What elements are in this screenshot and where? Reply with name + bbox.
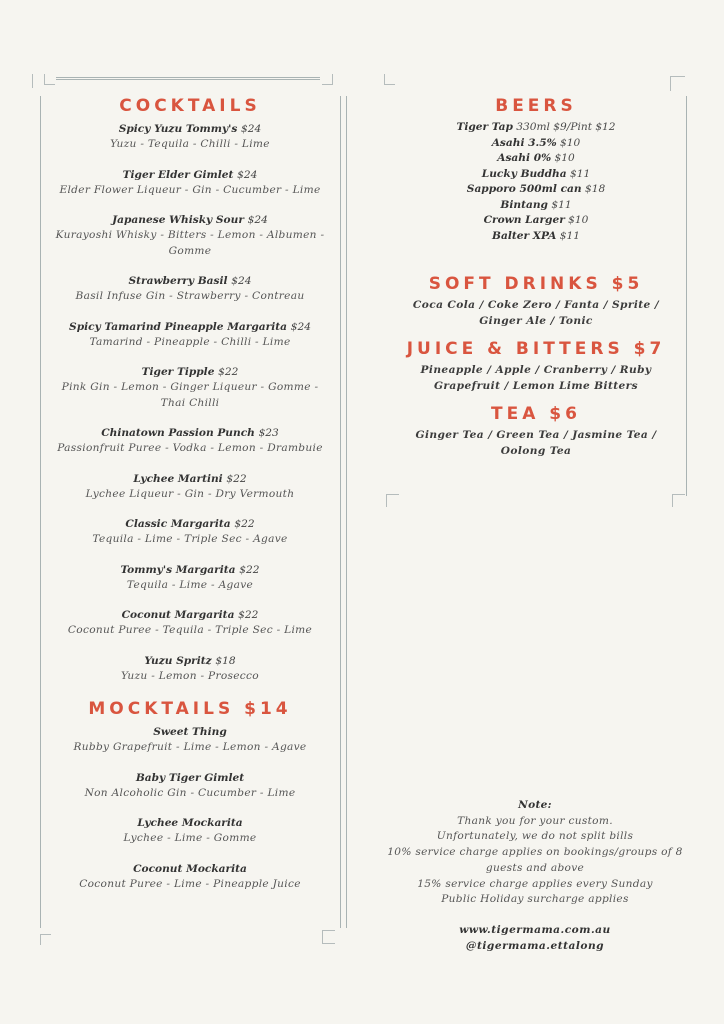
item-name-text: Lychee Martini	[133, 472, 223, 485]
contact-block	[380, 922, 690, 954]
menu-item-name	[52, 426, 328, 441]
item-name-text: Tommy's Margarita	[120, 563, 236, 576]
note-title: Note:	[518, 799, 552, 811]
menu-item	[52, 771, 328, 802]
menu-item	[52, 563, 328, 594]
menu-item-name	[52, 725, 328, 740]
soft-drinks-line: Coca Cola / Coke Zero / Fanta / Sprite /	[412, 299, 660, 311]
beer-name: Asahi 0%	[497, 152, 552, 164]
beer-name: Tiger Tap	[456, 121, 513, 133]
tea-line: Oolong Tea	[500, 444, 572, 457]
beer-item	[388, 167, 684, 183]
menu-item-price: $24	[231, 275, 252, 287]
menu-item	[52, 274, 328, 305]
beer-name: Sapporo 500ml can	[466, 183, 582, 195]
item-name-text: Baby Tiger Gimlet	[135, 771, 245, 784]
menu-item-description: Pink Gin - Lemon - Ginger Liqueur - Gomme - Thai Chilli	[61, 381, 319, 409]
beer-name: Bintang	[500, 198, 548, 211]
menu-item	[52, 862, 328, 893]
beer-price: $10	[568, 214, 589, 226]
note-line: Public Holiday surcharge applies	[441, 893, 629, 906]
menu-item-description: Basil Infuse Gin - Strawberry - Contreau	[75, 290, 305, 302]
menu-item-description: Tamarind - Pineapple - Chilli - Lime	[89, 335, 291, 348]
beer-price: 330ml $9/Pint $12	[516, 121, 616, 133]
item-name-text: Yuzu Spritz	[144, 654, 212, 667]
juice-line: Grapefruit / Lemon Lime Bitters	[433, 379, 639, 392]
menu-item-price: $22	[234, 518, 255, 530]
beer-name: Balter XPA	[492, 229, 557, 242]
frame-mid-line-b	[346, 96, 347, 928]
menu-item-description: Coconut Puree - Tequila - Triple Sec - Lime	[67, 624, 313, 636]
menu-item-name	[52, 563, 328, 578]
beer-price: $10	[560, 136, 581, 149]
cocktails-title: COCKTAILS	[119, 96, 261, 116]
menu-item-price: $23	[258, 427, 279, 439]
menu-item-description: Kurayoshi Whisky - Bitters - Lemon - Albumen - Gomme	[55, 229, 325, 257]
menu-item-description: Coconut Puree - Lime - Pineapple Juice	[79, 877, 301, 890]
corner-ornament-bm	[322, 930, 335, 944]
corner-ornament-mr	[386, 494, 399, 507]
menu-item	[52, 365, 328, 411]
item-name-text: Lychee Mockarita	[137, 817, 243, 829]
menu-item-description: Non Alcoholic Gin - Cucumber - Lime	[84, 786, 296, 799]
beer-price: $11	[551, 198, 572, 211]
menu-item-description: Passionfruit Puree - Vodka - Lemon - Drambuie	[57, 442, 323, 454]
menu-item-price: $22	[218, 366, 239, 378]
item-name-text: Chinatown Passion Punch	[101, 427, 255, 439]
beer-name: Lucky Buddha	[481, 167, 567, 180]
item-name-text: Sweet Thing	[153, 726, 227, 738]
beer-item	[388, 120, 684, 136]
frame-right-line	[686, 96, 687, 496]
menu-item-description: Rubby Grapefruit - Lime - Lemon - Agave	[73, 741, 307, 753]
item-name-text: Tiger Elder Gimlet	[122, 168, 234, 181]
menu-item-price: $18	[215, 654, 236, 667]
menu-item	[52, 122, 328, 153]
beer-item	[388, 229, 684, 245]
frame-mid-line-a	[340, 96, 341, 928]
beer-item	[388, 182, 684, 198]
cocktail-list	[52, 122, 328, 684]
menu-item-description: Lychee Liqueur - Gin - Dry Vermouth	[85, 487, 295, 500]
menu-item-price: $22	[238, 609, 259, 621]
menu-item	[52, 816, 328, 847]
item-name-text: Japanese Whisky Sour	[112, 214, 244, 226]
juice-line: Pineapple / Apple / Cranberry / Ruby	[420, 364, 652, 376]
beer-name: Crown Larger	[483, 214, 565, 226]
menu-item-name	[52, 365, 328, 380]
frame-left-line	[40, 96, 41, 928]
menu-item	[52, 654, 328, 685]
soft-drinks-title: SOFT DRINKS $5	[428, 274, 644, 294]
menu-item-description: Elder Flower Liqueur - Gin - Cucumber - Lime	[59, 183, 321, 196]
menu-item-name	[52, 816, 328, 831]
tea-title: TEA $6	[491, 404, 581, 424]
menu-item-name	[52, 472, 328, 487]
beer-price: $11	[569, 167, 591, 180]
menu-item-price: $24	[290, 320, 311, 333]
menu-item-price: $22	[239, 563, 260, 576]
frame-top-line-b	[56, 79, 320, 80]
menu-item	[52, 725, 328, 756]
beer-price: $10	[554, 152, 575, 164]
mocktail-list	[52, 725, 328, 892]
beer-price: $18	[584, 183, 606, 195]
menu-item	[52, 168, 328, 199]
menu-item-name	[52, 213, 328, 228]
menu-item-description: Lychee - Lime - Gomme	[123, 832, 257, 844]
note-line: Unfortunately, we do not split bills	[436, 830, 634, 843]
item-name-text: Tiger Tipple	[141, 366, 215, 378]
item-name-text: Coconut Margarita	[121, 609, 235, 621]
menu-item	[52, 213, 328, 259]
corner-ornament-mr2	[672, 494, 685, 507]
item-name-text: Coconut Mockarita	[133, 862, 247, 875]
beer-price: $11	[559, 229, 580, 242]
menu-item-description: Tequila - Lime - Agave	[126, 578, 254, 591]
corner-ornament-tm2	[384, 74, 395, 85]
menu-item-description: Yuzu - Tequila - Chilli - Lime	[110, 138, 270, 150]
mocktails-title: MOCKTAILS $14	[88, 699, 292, 719]
item-name-text: Strawberry Basil	[128, 275, 228, 287]
beer-item	[388, 198, 684, 214]
menu-item	[52, 426, 328, 457]
soft-drinks-line: Ginger Ale / Tonic	[479, 314, 593, 327]
corner-ornament-tm	[322, 74, 333, 85]
note-line: Thank you for your custom.	[457, 814, 613, 827]
menu-item-price: $24	[247, 214, 268, 226]
corner-ornament-tl2	[44, 74, 55, 85]
menu-item	[52, 320, 328, 351]
menu-item-price: $22	[226, 472, 247, 485]
corner-ornament-tr	[670, 76, 685, 91]
left-column	[52, 96, 328, 907]
menu-item-name	[52, 654, 328, 669]
item-name-text: Spicy Yuzu Tommy's	[118, 123, 238, 135]
menu-item	[52, 472, 328, 503]
beer-list	[388, 120, 684, 244]
note-line: guests and above	[485, 861, 585, 874]
tea-line: Ginger Tea / Green Tea / Jasmine Tea /	[415, 429, 657, 441]
beer-name: Asahi 3.5%	[491, 136, 557, 149]
menu-item-name	[52, 771, 328, 786]
menu-item-name	[52, 862, 328, 877]
frame-top-line	[56, 77, 320, 78]
corner-ornament-tl	[32, 74, 43, 88]
menu-item-name	[52, 320, 328, 335]
right-column	[388, 96, 684, 459]
menu-item-name	[52, 168, 328, 183]
social-handle[interactable]: @tigermama.ettalong	[465, 940, 605, 952]
note-block	[380, 798, 690, 908]
menu-item	[52, 517, 328, 548]
note-line: 10% service charge applies on bookings/groups of 8	[387, 846, 683, 859]
menu-item-price: $24	[241, 123, 262, 135]
menu-item	[52, 608, 328, 639]
corner-ornament-bl	[40, 934, 51, 945]
menu-item-price: $24	[237, 168, 258, 181]
menu-item-name	[52, 608, 328, 623]
menu-item-name	[52, 517, 328, 532]
menu-item-description: Tequila - Lime - Triple Sec - Agave	[92, 533, 288, 545]
beer-item	[388, 151, 684, 167]
item-name-text: Spicy Tamarind Pineapple Margarita	[69, 320, 288, 333]
menu-item-name	[52, 274, 328, 289]
beer-item	[388, 213, 684, 229]
website-link[interactable]: www.tigermama.com.au	[459, 924, 611, 936]
beer-item	[388, 136, 684, 152]
note-line: 15% service charge applies every Sunday	[417, 877, 653, 890]
beers-title: BEERS	[495, 96, 577, 116]
menu-item-description: Yuzu - Lemon - Prosecco	[121, 669, 259, 682]
menu-item-name	[52, 122, 328, 137]
juice-title: JUICE & BITTERS $7	[406, 339, 666, 359]
item-name-text: Classic Margarita	[125, 518, 231, 530]
